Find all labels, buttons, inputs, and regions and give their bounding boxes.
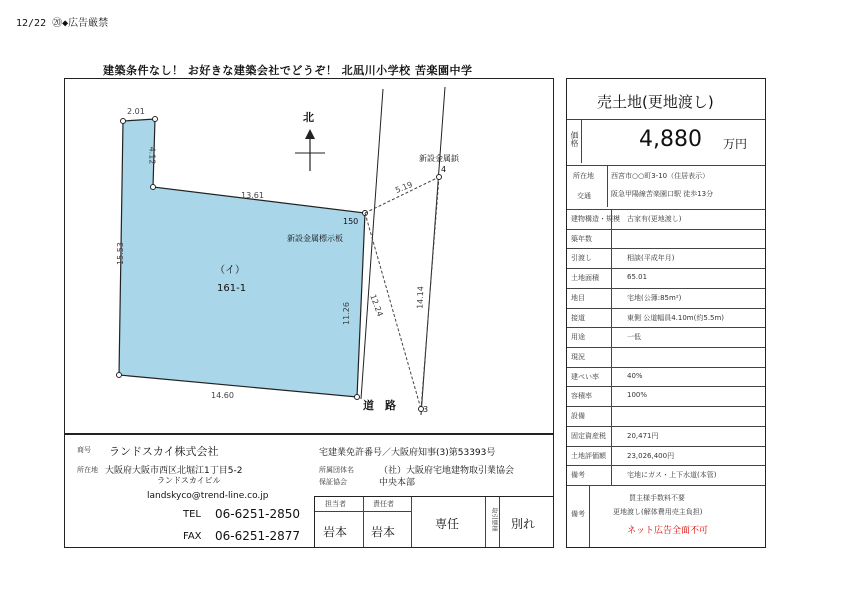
association: （社）大阪府宅地建物取引業協会 xyxy=(379,466,515,476)
detail-row-label: 固定資産税 xyxy=(571,431,606,440)
detail-row-label: 建ぺい率 xyxy=(571,372,599,381)
north-label: 北 xyxy=(303,111,314,124)
detail-row-label: 設備 xyxy=(571,412,585,421)
detail-row-value: 宅地(公簿:85m²) xyxy=(627,293,682,302)
point-4: 4 xyxy=(441,165,447,174)
detail-row-label: 用途 xyxy=(571,333,585,342)
guarantee: 中央本部 xyxy=(379,478,416,488)
location: 西宮市○○町3-10（住居表示） xyxy=(611,172,710,180)
point-3: 3 xyxy=(423,405,429,414)
stamp2-value: 岩本 xyxy=(371,525,396,539)
detail-row-value: 20,471円 xyxy=(627,431,659,440)
detail-row-label: 地目 xyxy=(571,293,585,302)
warning: ネット広告全面不可 xyxy=(627,526,709,536)
plot-plan-drawing xyxy=(65,79,553,433)
building: ランドスカイビル xyxy=(157,476,221,485)
dim-right: 11.26 xyxy=(341,302,351,325)
detail-row-value: 東側 公道幅員4.10m(約5.5m) xyxy=(627,313,725,322)
detail-row-value: 40% xyxy=(627,371,643,380)
tel: 06-6251-2850 xyxy=(215,507,301,521)
email: landskyco@trend-line.co.jp xyxy=(147,491,269,501)
trade-label: 商号 xyxy=(77,446,91,454)
detail-row-label: 建物構造・規模 xyxy=(571,215,620,223)
dim-left: 15.53 xyxy=(115,242,125,265)
listing-title: 売土地(更地渡し) xyxy=(597,93,714,111)
stamp4-label: 取引態様 xyxy=(490,507,498,532)
fax-label: FAX xyxy=(183,531,202,542)
address-label: 所在地 xyxy=(77,466,98,474)
marker-150: 150 xyxy=(343,217,359,226)
detail-row-label: 現況 xyxy=(571,353,585,361)
new-marker-board: 新設金属標示板 xyxy=(287,234,343,243)
stamp4-value: 別れ xyxy=(511,517,536,531)
listing-panel xyxy=(566,78,766,548)
detail-row-label: 土地評価額 xyxy=(571,451,606,460)
new-marker-top: 新設金属鋲 xyxy=(419,154,459,163)
company-name: ランドスカイ株式会社 xyxy=(109,445,219,458)
dim-inner-top: 13.61 xyxy=(241,191,264,200)
remarks-line-1: 買主様手数料不要 xyxy=(629,494,685,502)
price-unit: 万円 xyxy=(723,137,748,151)
detail-row-label: 築年数 xyxy=(571,234,592,243)
stamp1-label: 担当者 xyxy=(325,500,346,508)
detail-row-label: 容積率 xyxy=(571,392,592,401)
fax-header: 12/22 ⑳◆広告厳禁 xyxy=(16,18,109,29)
dim-top: 2.01 xyxy=(127,107,145,116)
price-label: 価格 xyxy=(570,131,579,147)
lot-label: （イ） xyxy=(215,265,245,276)
price: 4,880 xyxy=(639,127,702,152)
dim-diag1: 5.19 xyxy=(393,179,414,196)
access: 阪急甲陽線苦楽園口駅 徒歩13分 xyxy=(611,190,714,198)
stamp1-value: 岩本 xyxy=(323,525,348,539)
detail-row-value: 100% xyxy=(627,391,648,400)
detail-row-value: 相談(平成年月) xyxy=(627,254,675,263)
dim-diag3: 14.14 xyxy=(415,285,426,310)
fax: 06-6251-2877 xyxy=(215,529,301,543)
detail-row-value: 古家有(更地渡し) xyxy=(627,215,682,223)
address: 大阪府大阪市西区北堀江1丁目5-2 xyxy=(105,466,243,476)
association-label: 所属団体名 xyxy=(319,466,354,474)
detail-row-label: 備考 xyxy=(571,471,585,480)
guarantee-label: 保証協会 xyxy=(319,478,347,486)
stamps xyxy=(314,496,554,548)
detail-row-label: 土地面積 xyxy=(571,274,599,283)
detail-row-label: 接道 xyxy=(571,313,585,322)
stamp3-value: 専任 xyxy=(435,517,460,531)
road-label: 道 路 xyxy=(363,399,396,412)
detail-row-label: 引渡し xyxy=(571,254,592,263)
dim-bottom: 14.60 xyxy=(211,391,234,400)
location-label: 所在地 xyxy=(573,172,594,180)
remarks-label: 備考 xyxy=(571,510,585,518)
detail-row-value: 一低 xyxy=(627,333,641,342)
plot-plan xyxy=(64,78,554,434)
dim-left-upper: 4.12 xyxy=(147,146,157,165)
detail-row-value: 23,026,400円 xyxy=(627,451,675,460)
detail-row-value: 宅地にガス・上下水道(本管) xyxy=(627,471,717,480)
lot-number: 161-1 xyxy=(217,283,247,294)
remarks-line-2: 更地渡し(解体費用売主負担) xyxy=(613,508,703,516)
access-label: 交通 xyxy=(577,192,591,200)
license: 宅建業免許番号／大阪府知事(3)第53393号 xyxy=(319,448,496,458)
headline: 建築条件なし！ お好きな建築会社でどうぞ！ 北凪川小学校 苦楽園中学 xyxy=(103,64,473,77)
detail-row-value: 65.01 xyxy=(627,273,648,282)
tel-label: TEL xyxy=(183,509,201,520)
dim-diag2: 12.24 xyxy=(368,293,385,318)
stamp2-label: 責任者 xyxy=(373,500,394,508)
